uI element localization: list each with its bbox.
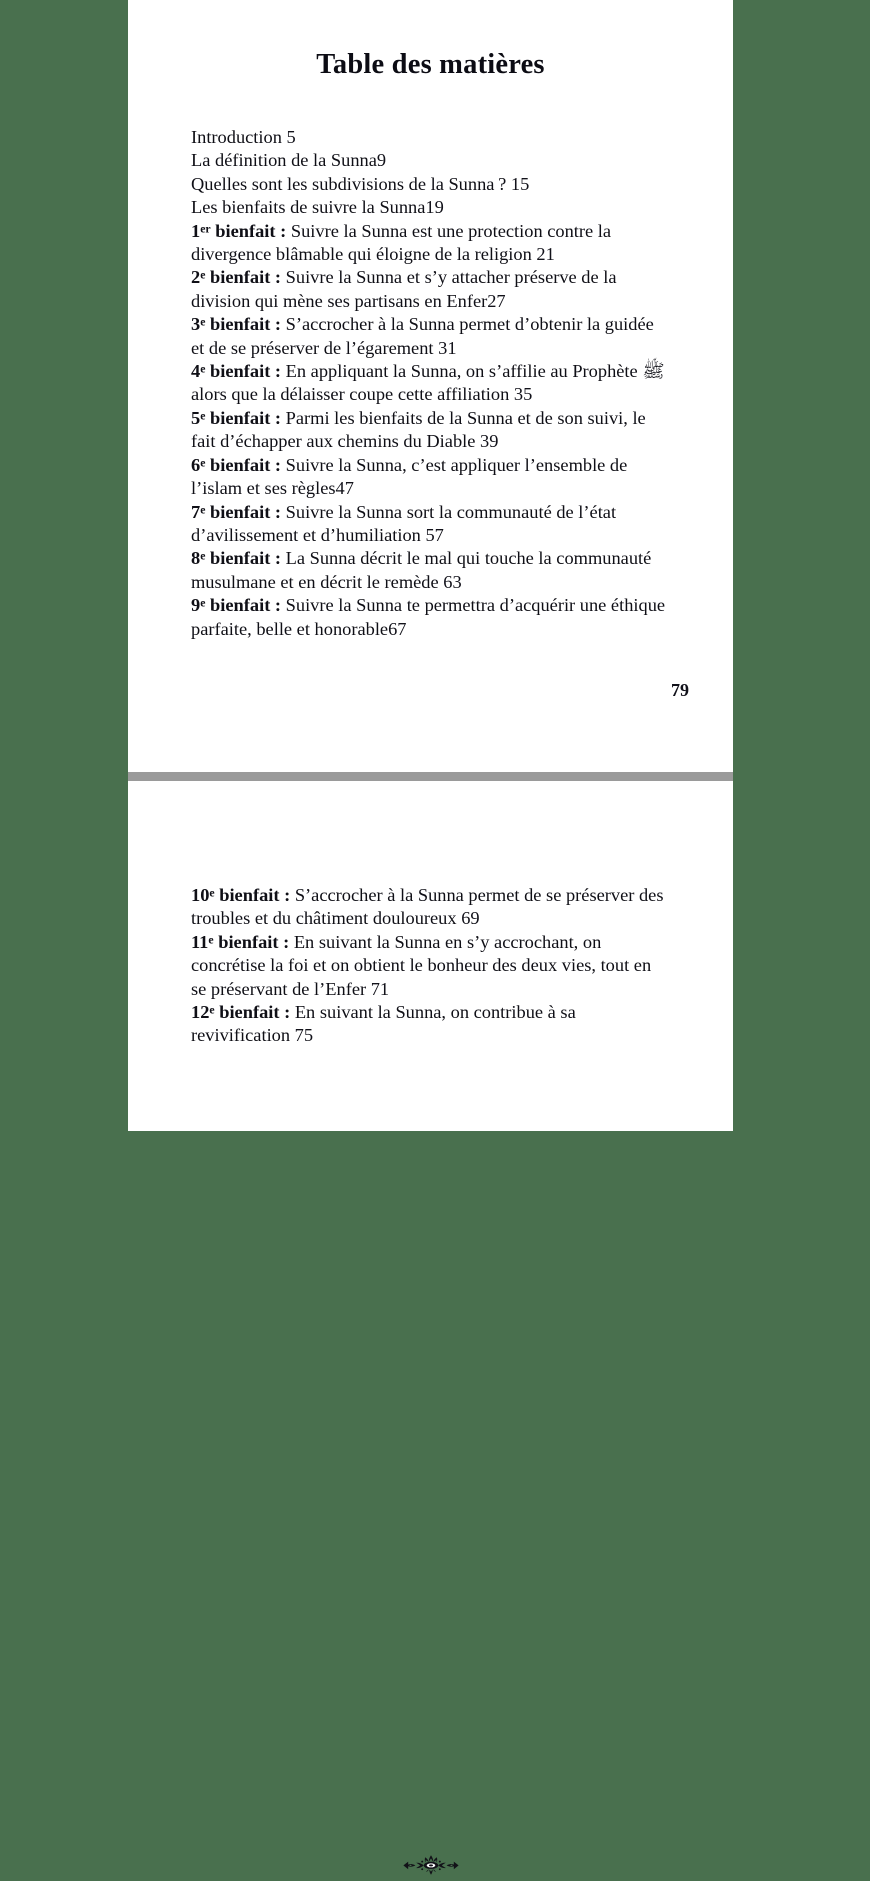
toc-entry[interactable] — [191, 149, 671, 172]
ordinal-suffix: e — [209, 886, 215, 900]
toc-entry-list-page-one — [191, 126, 671, 641]
ordinal-suffix: e — [200, 268, 206, 282]
toc-entry-number: 11e bienfait : — [191, 931, 294, 952]
toc-entry-page-number: 19 — [425, 197, 444, 218]
toc-entry[interactable] — [191, 173, 671, 196]
toc-leader — [295, 1025, 313, 1045]
toc-entry-text: 12e bienfait : En suivant la Sunna, on contribue à sa revivification 75 — [191, 1002, 576, 1046]
toc-entry[interactable] — [191, 196, 671, 219]
toc-leader — [425, 197, 443, 217]
toc-entry-page-number: 21 — [536, 244, 555, 265]
toc-entry-page-number: 35 — [513, 384, 533, 405]
toc-leader — [514, 384, 532, 404]
floral-fleuron-ornament — [128, 1853, 733, 1881]
toc-entry-text: La définition de la Sunna9 — [191, 150, 387, 171]
toc-entry-page-number: 71 — [370, 978, 390, 999]
toc-leader — [336, 478, 354, 498]
toc-entry-number: 12e bienfait : — [191, 1002, 295, 1023]
toc-entry[interactable] — [191, 454, 671, 501]
toc-entry-text: 2e bienfait : Suivre la Sunna et s’y attacher préserve de la division qui mène ses partisans en Enfer27 — [191, 267, 617, 311]
toc-leader — [438, 338, 456, 358]
ordinal-suffix: e — [200, 456, 206, 470]
ordinal-suffix: er — [200, 222, 211, 236]
toc-entry-number: 8e bienfait : — [191, 548, 286, 569]
toc-entry-number: 3e bienfait : — [191, 314, 286, 335]
ordinal-suffix: e — [209, 1003, 215, 1017]
toc-entry-list-page-two — [191, 884, 671, 1048]
toc-entry-page-number: 5 — [286, 127, 296, 147]
toc-leader — [425, 525, 443, 545]
toc-entry[interactable] — [191, 126, 671, 149]
ordinal-suffix: e — [208, 933, 214, 947]
page-title: Table des matières — [316, 49, 545, 80]
toc-entry[interactable] — [191, 266, 671, 313]
toc-entry-number: 1er bienfait : — [191, 220, 291, 241]
toc-entry[interactable] — [191, 547, 671, 594]
toc-entry-number: 5e bienfait : — [191, 407, 286, 428]
toc-entry-page-number: 75 — [294, 1025, 314, 1046]
toc-entry-text: 8e bienfait : La Sunna décrit le mal qui touche la communauté musulmane et en décrit le remède 63 — [191, 548, 652, 592]
toc-entry-page-number: 9 — [376, 150, 387, 171]
toc-entry[interactable] — [191, 1001, 671, 1048]
toc-entry-text: Quelles sont les subdivisions de la Sunna ? 15 — [191, 173, 530, 194]
toc-entry[interactable] — [191, 313, 671, 360]
toc-entry-text: Introduction 5 — [191, 127, 296, 147]
toc-entry-text: 9e bienfait : Suivre la Sunna te permettra d’acquérir une éthique parfaite, belle et honorable67 — [191, 595, 666, 639]
toc-leader — [511, 174, 529, 194]
toc-entry-text: Les bienfaits de suivre la Sunna19 — [191, 197, 444, 218]
toc-entry-number: 2e bienfait : — [191, 267, 286, 288]
toc-entry[interactable] — [191, 931, 671, 1001]
toc-entry-number: 7e bienfait : — [191, 501, 286, 522]
ordinal-suffix: e — [200, 315, 206, 329]
toc-entry-page-number: 63 — [443, 571, 462, 592]
toc-entry-page-number: 69 — [461, 908, 480, 929]
toc-leader — [536, 244, 554, 264]
toc-leader — [480, 431, 498, 451]
toc-entry-text: 7e bienfait : Suivre la Sunna sort la communauté de l’état d’avilissement et d’humiliation 57 — [191, 501, 617, 545]
toc-entry-text: 6e bienfait : Suivre la Sunna, c’est appliquer l’ensemble de l’islam et ses règles47 — [191, 454, 628, 499]
toc-entry-page-number: 39 — [480, 431, 499, 452]
toc-entry-number: 6e bienfait : — [191, 454, 286, 475]
toc-leader — [443, 572, 461, 592]
ordinal-suffix: e — [200, 503, 206, 517]
toc-entry-text: 10e bienfait : S’accrocher à la Sunna permet de se préserver des troubles et du châtiment douloureux 69 — [191, 885, 664, 929]
page-divider — [128, 772, 733, 781]
toc-entry[interactable] — [191, 360, 671, 407]
folio-page-number: 79 — [671, 680, 689, 700]
toc-leader — [371, 979, 389, 999]
toc-entry-number: 10e bienfait : — [191, 885, 295, 905]
toc-entry-page-number: 67 — [388, 618, 407, 639]
toc-entry[interactable] — [191, 501, 671, 548]
toc-entry-text: 3e bienfait : S’accrocher à la Sunna permet d’obtenir la guidée et de se préserver de l’égarement 31 — [191, 314, 654, 358]
toc-leader — [287, 127, 296, 147]
page-two — [128, 781, 733, 1131]
page-one — [128, 0, 733, 772]
toc-entry-page-number: 57 — [425, 524, 444, 545]
toc-entry[interactable] — [191, 884, 671, 931]
toc-leader — [461, 908, 479, 928]
toc-leader — [377, 150, 386, 170]
toc-entry-page-number: 27 — [487, 290, 506, 311]
ordinal-suffix: e — [200, 362, 206, 376]
toc-entry-page-number: 15 — [510, 173, 530, 194]
ordinal-suffix: e — [200, 409, 206, 423]
toc-entry-number: 9e bienfait : — [191, 595, 286, 616]
toc-leader — [487, 291, 505, 311]
toc-entry-text: 11e bienfait : En suivant la Sunna en s’y accrochant, on concrétise la foi et on obtient le bonheur des deux vies, tout en se préservant de l’Enfer 71 — [191, 931, 652, 999]
toc-entry[interactable] — [191, 220, 671, 267]
toc-entry-number: 4e bienfait : — [191, 361, 286, 382]
toc-entry-page-number: 31 — [438, 337, 457, 358]
ordinal-suffix: e — [200, 549, 206, 563]
book-spread — [128, 0, 733, 1131]
toc-entry[interactable] — [191, 407, 671, 454]
toc-leader — [388, 619, 406, 639]
toc-entry[interactable] — [191, 594, 671, 641]
ordinal-suffix: e — [200, 596, 206, 610]
toc-entry-text: 5e bienfait : Parmi les bienfaits de la Sunna et de son suivi, le fait d’échapper aux chemins du Diable 39 — [191, 407, 646, 452]
toc-entry-text: 1er bienfait : Suivre la Sunna est une protection contre la divergence blâmable qui éloigne de la religion 21 — [191, 220, 612, 265]
toc-entry-page-number: 47 — [335, 478, 354, 499]
toc-entry-text: 4e bienfait : En appliquant la Sunna, on s’affilie au Prophète ﷺ alors que la délaisser coupe cette affiliation 35 — [191, 361, 665, 405]
